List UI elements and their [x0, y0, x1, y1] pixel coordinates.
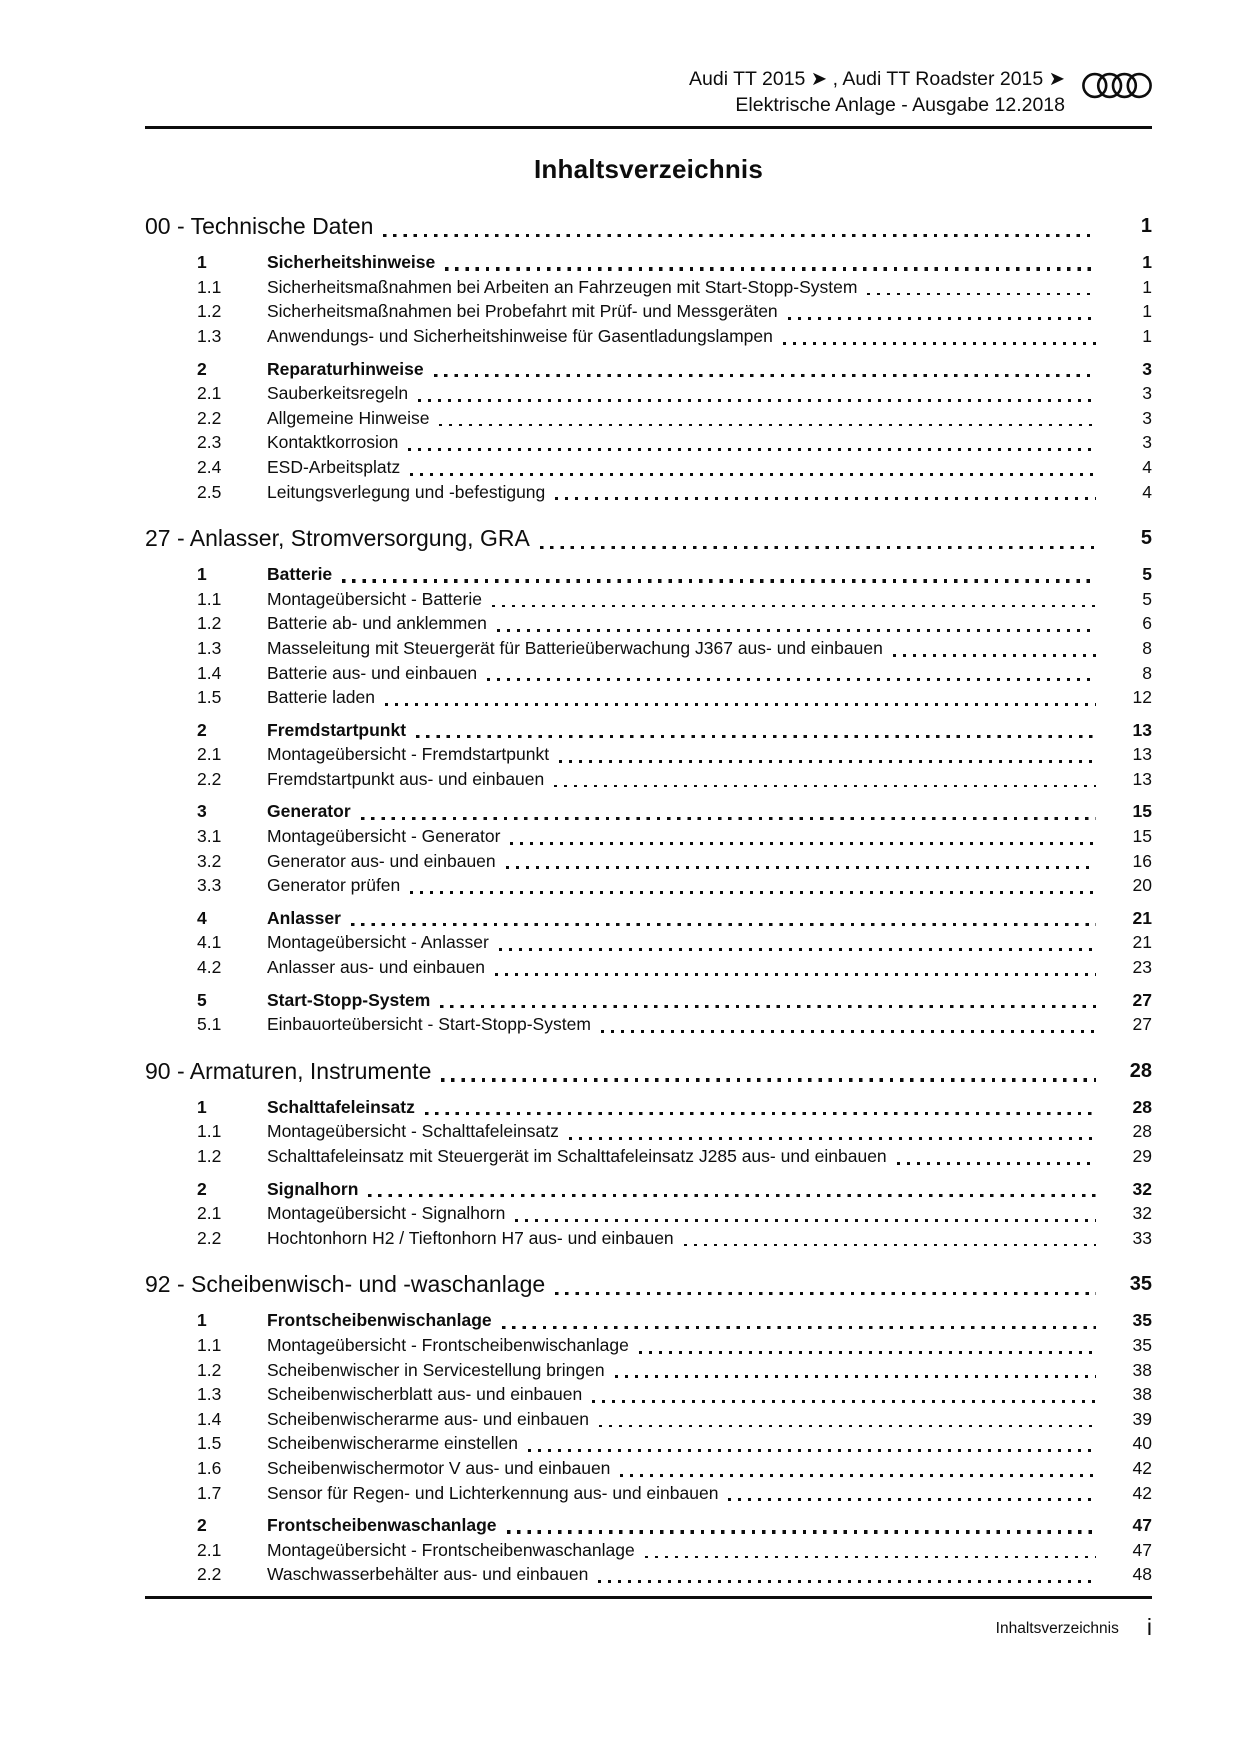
toc-entry-page-number: 5	[1142, 588, 1152, 609]
toc-entry-page-number: 28	[1132, 1096, 1152, 1117]
toc-entry-row	[145, 906, 1152, 931]
audi-rings-icon	[1082, 72, 1152, 99]
toc-entry-page-number: 47	[1132, 1539, 1152, 1560]
toc-entry-page-number: 42	[1132, 1457, 1152, 1478]
toc-entry-page-number: 3	[1142, 407, 1152, 428]
toc-entry-title: Sicherheitsmaßnahmen bei Probefahrt mit Prüf- und Messgeräten	[267, 301, 778, 322]
toc-entry-number: 1	[197, 564, 207, 585]
dotted-leader	[418, 399, 1096, 402]
dotted-leader	[783, 342, 1096, 345]
dotted-leader	[684, 1244, 1096, 1247]
toc-entry-number: 1.2	[197, 613, 222, 634]
toc-entry-number: 4.1	[197, 932, 222, 953]
toc-entry-title: Masseleitung mit Steuergerät für Batterieüberwachung J367 aus- und einbauen	[267, 637, 883, 658]
dotted-leader	[441, 1078, 1096, 1081]
toc-entry-row	[145, 455, 1152, 480]
toc-entry-title: Montageübersicht - Schalttafeleinsatz	[267, 1121, 559, 1142]
toc-entry-page-number: 38	[1132, 1359, 1152, 1380]
toc-entry-page-number: 1	[1142, 301, 1152, 322]
toc-entry-number: 2.1	[197, 1539, 222, 1560]
dotted-leader	[440, 1005, 1096, 1008]
toc-entry-title: Scheibenwischermotor V aus- und einbauen	[267, 1457, 611, 1478]
toc-entry-row	[145, 1407, 1152, 1432]
toc-entry-title: Leitungsverlegung und -befestigung	[267, 481, 546, 502]
toc-entry-row	[145, 381, 1152, 406]
toc-chapter-row	[145, 211, 1152, 242]
toc-entry-row	[145, 1513, 1152, 1538]
toc-chapter-row	[145, 1269, 1152, 1300]
toc-entry-page-number: 38	[1132, 1384, 1152, 1405]
dotted-leader	[555, 1292, 1096, 1295]
toc-entry-row	[145, 767, 1152, 792]
dotted-leader	[492, 605, 1096, 608]
toc-entry-number: 1.1	[197, 1334, 222, 1355]
footer-section-label: Inhaltsverzeichnis	[995, 1620, 1119, 1638]
page-footer	[145, 1615, 1152, 1641]
toc-entry-page-number: 1	[1142, 325, 1152, 346]
toc-entry-title: Montageübersicht - Generator	[267, 826, 501, 847]
toc-chapter-title: 90 - Armaturen, Instrumente	[145, 1057, 432, 1084]
toc-entry-row	[145, 430, 1152, 455]
dotted-leader	[342, 579, 1096, 582]
toc-entry-title: Scheibenwischerarme aus- und einbauen	[267, 1408, 590, 1429]
toc-entry-number: 1.3	[197, 325, 222, 346]
toc-entry-title: Montageübersicht - Signalhorn	[267, 1203, 506, 1224]
footer-divider-rule	[145, 1596, 1152, 1599]
toc-entry-title: Batterie ab- und anklemmen	[267, 613, 487, 634]
toc-entry-number: 1.7	[197, 1482, 222, 1503]
toc-entry-row	[145, 1333, 1152, 1358]
toc-entry-page-number: 3	[1142, 358, 1152, 379]
dotted-leader	[599, 1425, 1096, 1428]
toc-entry-number: 2.2	[197, 407, 222, 428]
dotted-leader	[410, 473, 1096, 476]
toc-entry-title: Waschwasserbehälter aus- und einbauen	[267, 1564, 589, 1585]
toc-entry-page-number: 13	[1132, 719, 1152, 740]
dotted-leader	[445, 267, 1096, 270]
toc-entry-page-number: 42	[1132, 1482, 1152, 1503]
toc-entry-page-number: 32	[1132, 1178, 1152, 1199]
toc-entry-title: Sauberkeitsregeln	[267, 383, 409, 404]
dotted-leader	[507, 1530, 1096, 1533]
toc-entry-page-number: 4	[1142, 456, 1152, 477]
toc-entry-number: 1.2	[197, 1146, 222, 1166]
toc-entry-title: Schalttafeleinsatz mit Steuergerät im Schalttafeleinsatz J285 aus- und einbauen	[267, 1146, 887, 1166]
toc-chapter-title: 92 - Scheibenwisch- und -waschanlage	[145, 1271, 546, 1298]
dotted-leader	[788, 317, 1096, 320]
toc-entry-title: Allgemeine Hinweise	[267, 407, 430, 428]
toc-entry-number: 4	[197, 907, 207, 928]
toc-entry-row	[145, 1201, 1152, 1226]
toc-entry-page-number: 21	[1132, 932, 1152, 953]
toc-entry-row	[145, 1431, 1152, 1456]
toc-entry-number: 2.1	[197, 383, 222, 404]
dotted-leader	[601, 1030, 1096, 1033]
dotted-leader	[728, 1498, 1096, 1501]
toc-entry-row	[145, 324, 1152, 349]
dotted-leader	[408, 448, 1096, 451]
dotted-leader	[515, 1219, 1096, 1222]
toc-entry-row	[145, 824, 1152, 849]
dotted-leader	[897, 1162, 1096, 1165]
dotted-leader	[555, 497, 1096, 500]
toc-entry-page-number: 12	[1132, 687, 1152, 708]
toc-entry-title: Scheibenwischer in Servicestellung bringen	[267, 1359, 605, 1380]
toc-entry-title: Scheibenwischerarme einstellen	[267, 1433, 518, 1454]
toc-entry-page-number: 48	[1132, 1564, 1152, 1585]
toc-entry-page-number: 8	[1142, 662, 1152, 683]
toc-chapter-row	[145, 523, 1152, 554]
dotted-leader	[361, 817, 1096, 820]
toc-entry-title: Montageübersicht - Fremdstartpunkt	[267, 744, 550, 765]
toc-entry-page-number: 13	[1132, 744, 1152, 765]
toc-chapter-page-number: 35	[1129, 1273, 1152, 1296]
toc-entry-page-number: 23	[1132, 957, 1152, 978]
dotted-leader	[506, 866, 1096, 869]
toc-entry-page-number: 13	[1132, 768, 1152, 789]
toc-entry-number: 5	[197, 989, 207, 1010]
dotted-leader	[425, 1112, 1096, 1115]
toc-entry-row	[145, 1456, 1152, 1481]
toc-entry-row	[145, 930, 1152, 955]
table-of-contents	[145, 211, 1152, 1587]
dotted-leader	[620, 1474, 1096, 1477]
toc-entry-row	[145, 1358, 1152, 1383]
toc-entry-title: Frontscheibenwischanlage	[267, 1310, 492, 1331]
toc-entry-number: 2.3	[197, 432, 222, 453]
toc-entry-number: 3.1	[197, 826, 222, 847]
dotted-leader	[385, 703, 1096, 706]
toc-entry-row	[145, 480, 1152, 505]
toc-entry-title: Reparaturhinweise	[267, 358, 424, 379]
toc-entry-row	[145, 1382, 1152, 1407]
toc-entry-title: Sicherheitshinweise	[267, 252, 436, 273]
toc-entry-row	[145, 1481, 1152, 1506]
toc-entry-number: 1.1	[197, 276, 222, 297]
toc-entry-page-number: 3	[1142, 383, 1152, 404]
toc-entry-number: 1.2	[197, 301, 222, 322]
toc-entry-title: Montageübersicht - Frontscheibenwischanlage	[267, 1334, 629, 1355]
toc-entry-number: 3	[197, 801, 207, 822]
toc-entry-row	[145, 611, 1152, 636]
dotted-leader	[502, 1326, 1096, 1329]
toc-entry-number: 1.2	[197, 1359, 222, 1380]
toc-entry-number: 3.3	[197, 875, 222, 896]
toc-entry-number: 1.5	[197, 687, 222, 708]
dotted-leader	[645, 1556, 1096, 1559]
toc-entry-page-number: 15	[1132, 801, 1152, 822]
toc-entry-page-number: 32	[1132, 1203, 1152, 1224]
toc-entry-title: Scheibenwischerblatt aus- und einbauen	[267, 1384, 583, 1405]
header-divider-rule	[145, 126, 1152, 129]
toc-entry-number: 2.2	[197, 1227, 222, 1248]
toc-chapter-title: 27 - Anlasser, Stromversorgung, GRA	[145, 525, 530, 552]
toc-entry-row	[145, 406, 1152, 431]
toc-entry-number: 2.1	[197, 744, 222, 765]
toc-entry-row	[145, 1562, 1152, 1587]
header-model-line: Audi TT 2015 ➤ , Audi TT Roadster 2015 ➤	[689, 68, 1065, 90]
dotted-leader	[540, 546, 1096, 549]
toc-entry-row	[145, 742, 1152, 767]
dotted-leader	[615, 1375, 1096, 1378]
dotted-leader	[499, 948, 1096, 951]
toc-entry-title: Batterie laden	[267, 687, 375, 708]
toc-entry-title: Einbauorteübersicht - Start-Stopp-System	[267, 1014, 591, 1035]
toc-entry-row	[145, 685, 1152, 710]
toc-entry-number: 1.1	[197, 588, 222, 609]
toc-entry-row	[145, 955, 1152, 980]
toc-entry-title: Signalhorn	[267, 1178, 359, 1199]
dotted-leader	[639, 1351, 1096, 1354]
toc-entry-row	[145, 1177, 1152, 1202]
toc-entry-row	[145, 718, 1152, 743]
toc-entry-row	[145, 1308, 1152, 1333]
toc-entry-page-number: 21	[1132, 907, 1152, 928]
toc-entry-row	[145, 275, 1152, 300]
toc-entry-row	[145, 661, 1152, 686]
toc-entry-page-number: 27	[1132, 989, 1152, 1010]
toc-entry-page-number: 1	[1142, 252, 1152, 273]
toc-entry-row	[145, 587, 1152, 612]
toc-entry-page-number: 15	[1132, 826, 1152, 847]
toc-entry-title: Frontscheibenwaschanlage	[267, 1515, 497, 1536]
dotted-leader	[410, 891, 1096, 894]
toc-entry-title: Montageübersicht - Anlasser	[267, 932, 489, 953]
toc-entry-title: Generator aus- und einbauen	[267, 850, 496, 871]
toc-entry-title: ESD-Arbeitsplatz	[267, 456, 401, 477]
dotted-leader	[592, 1400, 1096, 1403]
toc-entry-row	[145, 1538, 1152, 1563]
toc-entry-page-number: 5	[1142, 564, 1152, 585]
toc-entry-page-number: 29	[1132, 1146, 1152, 1166]
toc-entry-number: 2	[197, 719, 207, 740]
toc-entry-title: Anwendungs- und Sicherheitshinweise für Gasentladungslampen	[267, 325, 773, 346]
toc-entry-title: Generator prüfen	[267, 875, 401, 896]
toc-chapter-page-number: 1	[1140, 215, 1152, 238]
toc-entry-page-number: 20	[1132, 875, 1152, 896]
toc-entry-row	[145, 636, 1152, 661]
dotted-leader	[439, 424, 1096, 427]
page-title: Inhaltsverzeichnis	[533, 154, 764, 185]
toc-entry-page-number: 27	[1132, 1014, 1152, 1035]
toc-entry-title: Batterie	[267, 564, 333, 585]
dotted-leader	[559, 760, 1096, 763]
toc-entry-page-number: 8	[1142, 637, 1152, 658]
toc-entry-row	[145, 988, 1152, 1013]
toc-entry-page-number: 16	[1132, 850, 1152, 871]
toc-entry-title: Sensor für Regen- und Lichterkennung aus- und einbauen	[267, 1482, 719, 1503]
toc-entry-number: 2.4	[197, 456, 222, 477]
toc-entry-number: 3.2	[197, 850, 222, 871]
dotted-leader	[893, 654, 1096, 657]
dotted-leader	[497, 629, 1096, 632]
toc-entry-number: 1	[197, 1096, 207, 1117]
dotted-leader	[416, 735, 1096, 738]
toc-entry-number: 1.4	[197, 662, 222, 683]
toc-chapter-title: 00 - Technische Daten	[145, 213, 374, 240]
page-header	[145, 66, 1152, 118]
toc-entry-number: 2	[197, 358, 207, 379]
toc-entry-page-number: 40	[1132, 1433, 1152, 1454]
toc-entry-number: 1.6	[197, 1457, 222, 1478]
toc-entry-row	[145, 250, 1152, 275]
dotted-leader	[368, 1194, 1096, 1197]
toc-entry-title: Fremdstartpunkt aus- und einbauen	[267, 768, 545, 789]
toc-entry-number: 1.1	[197, 1121, 222, 1142]
toc-entry-number: 2	[197, 1515, 207, 1536]
toc-chapter-row	[145, 1056, 1152, 1087]
toc-entry-title: Anlasser	[267, 907, 341, 928]
toc-entry-title: Fremdstartpunkt	[267, 719, 407, 740]
toc-entry-number: 1	[197, 1310, 207, 1331]
toc-entry-page-number: 35	[1132, 1310, 1152, 1331]
dotted-leader	[383, 234, 1096, 237]
toc-entry-number: 2.2	[197, 1564, 222, 1585]
toc-entry-page-number: 39	[1132, 1408, 1152, 1429]
dotted-leader	[351, 923, 1096, 926]
toc-entry-row	[145, 1095, 1152, 1120]
toc-entry-number: 1.3	[197, 1384, 222, 1405]
toc-entry-title: Generator	[267, 801, 351, 822]
toc-entry-page-number: 35	[1132, 1334, 1152, 1355]
toc-entry-page-number: 6	[1142, 613, 1152, 634]
toc-entry-title: Sicherheitsmaßnahmen bei Arbeiten an Fahrzeugen mit Start-Stopp-System	[267, 276, 858, 297]
toc-chapter-page-number: 5	[1140, 527, 1152, 550]
toc-entry-number: 1	[197, 252, 207, 273]
toc-entry-row	[145, 562, 1152, 587]
toc-entry-row	[145, 1226, 1152, 1251]
toc-entry-row	[145, 299, 1152, 324]
dotted-leader	[510, 842, 1096, 845]
toc-entry-number: 2.2	[197, 768, 222, 789]
toc-entry-number: 1.5	[197, 1433, 222, 1454]
toc-entry-page-number: 28	[1132, 1121, 1152, 1142]
toc-entry-title: Montageübersicht - Batterie	[267, 588, 482, 609]
dotted-leader	[487, 678, 1096, 681]
toc-entry-title: Kontaktkorrosion	[267, 432, 399, 453]
toc-entry-row	[145, 849, 1152, 874]
toc-entry-row	[145, 873, 1152, 898]
dotted-leader	[598, 1580, 1096, 1583]
footer-page-number: i	[1146, 1614, 1152, 1641]
dotted-leader	[569, 1137, 1096, 1140]
toc-entry-row	[145, 1144, 1152, 1169]
toc-entry-page-number: 4	[1142, 481, 1152, 502]
toc-entry-title: Montageübersicht - Frontscheibenwaschanlage	[267, 1539, 635, 1560]
toc-entry-number: 2.5	[197, 481, 222, 502]
toc-entry-title: Schalttafeleinsatz	[267, 1096, 415, 1117]
toc-entry-number: 2	[197, 1178, 207, 1199]
toc-entry-title: Start-Stopp-System	[267, 989, 431, 1010]
dotted-leader	[434, 374, 1096, 377]
toc-entry-number: 1.4	[197, 1408, 222, 1429]
header-edition-line: Elektrische Anlage - Ausgabe 12.2018	[735, 94, 1065, 116]
dotted-leader	[495, 973, 1096, 976]
dotted-leader	[554, 785, 1096, 788]
toc-entry-page-number: 47	[1132, 1515, 1152, 1536]
toc-entry-page-number: 3	[1142, 432, 1152, 453]
toc-entry-row	[145, 799, 1152, 824]
toc-entry-row	[145, 1012, 1152, 1037]
toc-entry-number: 4.2	[197, 957, 222, 978]
toc-entry-number: 5.1	[197, 1014, 222, 1035]
dotted-leader	[528, 1449, 1096, 1452]
toc-entry-row	[145, 1119, 1152, 1144]
toc-chapter-page-number: 28	[1129, 1059, 1152, 1082]
toc-entry-title: Anlasser aus- und einbauen	[267, 957, 485, 978]
toc-entry-title: Batterie aus- und einbauen	[267, 662, 478, 683]
toc-entry-page-number: 1	[1142, 276, 1152, 297]
toc-entry-number: 2.1	[197, 1203, 222, 1224]
toc-entry-row	[145, 357, 1152, 382]
toc-entry-title: Hochtonhorn H2 / Tieftonhorn H7 aus- und einbauen	[267, 1227, 674, 1248]
dotted-leader	[867, 293, 1096, 296]
toc-entry-page-number: 33	[1132, 1227, 1152, 1248]
toc-entry-number: 1.3	[197, 637, 222, 658]
